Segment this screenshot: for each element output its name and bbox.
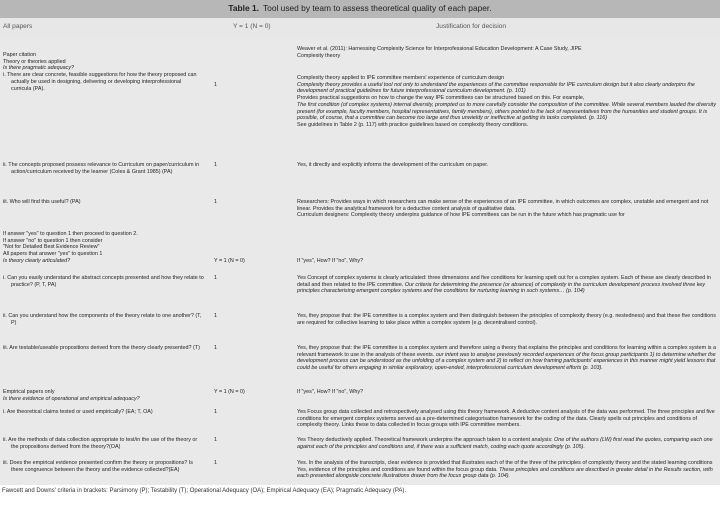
s2-q3-score: 1 (214, 345, 217, 351)
s1-left (3, 52, 198, 92)
s2-score-head: Y = 1 (N = 0) (214, 258, 245, 264)
s3-q1-score: 1 (214, 409, 217, 415)
s1-q1-just-3: Provides practical suggestions on how to change the way IPE committees can be structured based on this. For example, (297, 95, 585, 102)
table-body (0, 37, 720, 485)
s2-question: Is theory clearly articulated? (3, 257, 71, 264)
s3-question: Is there evidence of operational and empirical adequacy? (3, 395, 140, 402)
s2-q1-just (297, 275, 717, 295)
header-score: Y = 1 (N = 0) (233, 23, 271, 30)
theory-applied-label: Theory or theories applied (3, 58, 66, 65)
s2-lead-2: If answer "no" to question 1 then consider (3, 237, 103, 244)
s2-q1-just-1: Yes Concept of complex systems is clearly articulated: three dimensions and five conditions for learning spelt out for a complex system. Each of these are clearly described in detail and then related to the IPE committee. (297, 275, 711, 288)
s1-q3-score: 1 (214, 199, 217, 205)
s2-q1-just-2: Our criteria for determining the presence (or absence) of complexity in the curriculum development process involved three key principles characterising emergent complex systems and five conditions for nurturing learning in such systems… (p. 104) (297, 281, 706, 295)
s3-q1-just: Yes Focus group data collected and retrospectively analysed using this theory framework. A deductive content analysis of the data was performed. The three principles and five conditions for emergent complex systems served as a pre-determined categorisation framework for the coding of the data. Clearly spells out principles and conditions of complexity theory. Links these to data collected in focus groups with IPE committee members. (297, 409, 715, 429)
s1-q1: i. There are clear concrete, feasible suggestions for how the theory proposed can actually be used in designing, delivering or developing interprofessional curricula (PA). (3, 72, 197, 92)
s1-q2: ii. The concepts proposed possess relevance to Curriculum on paper/curriculum in action/curriculum received by the learner (Coles & Grant 1985) (PA) (3, 162, 200, 175)
s2-left (3, 231, 198, 265)
caption-title: Tool used by team to assess theoretical quality of each paper. (262, 3, 492, 13)
s2-q3-just-2: our intent was to analyse previously recorded experiences of the focus group participants 1) to determine whether the development process can be understood as the unfolding of a complex system and 2) to reflect on how framing participants' experiences in this manner might yield lessons that could be useful for others engaging in similar exploratory, open-ended, interprofessional curriculum development efforts (p. 103). (297, 351, 716, 372)
s2-just-head: If "yes", How? If "no", Why? (297, 258, 364, 264)
s1-q1-just (297, 75, 717, 129)
header-all-papers: All papers (3, 23, 33, 30)
s1-q3-just-1: Researchers: Provides ways in which researchers can make sense of the experiences of an IPE committee, in which outcomes are complex, unstable and emergent and not linear. Provides the analytical framework for a deductive content analysis of qualitative data. (297, 199, 709, 212)
s1-q1-just-4: The first condition (of complex systems) internal diversity, prompted us to more carefully consider the composition of the committee. While several members lauded the diversity present (for example, faculty members, hospital representatives, family members), others pointed to the lack of representatives from the humanities and student groups. It is possible, of course, that a committee can become too large and thus unwieldy or ineffective at getting its tasks completed. (p. 116) (297, 101, 717, 122)
s3-q3-just-2: These principles and conditions are described in greater detail in the Results section, with each presented alongside concrete illustrations drawn from the focus group data (p. 104). (297, 466, 713, 480)
s1-q3-just (297, 199, 717, 219)
s1-q1-just-5: See guidelines in Table 2 (p. 117) with practice guidelines based on complexity theory conditions. (297, 121, 529, 128)
s1-q1-just-1: Complexity theory applied to IPE committee members' experience of curriculum design (297, 75, 505, 81)
theory-text: Complexity theory (297, 52, 341, 59)
s2-q3: iii. Are testable/useable propositions derived from the theory clearly presented? (T) (3, 345, 200, 351)
s2-q1-score: 1 (214, 275, 217, 281)
s3-q3-just (297, 460, 717, 480)
s2-q1: i. Can you easily understand the abstract concepts presented and how they relate to practice? (P, T, PA) (3, 275, 204, 288)
s1-q1-score: 1 (214, 82, 217, 88)
s2-label: All papers that answer "yes" to question 1 (3, 251, 103, 258)
table-caption (0, 0, 720, 18)
s1-q3-just-2: Curriculum designers: Complexity theory underpins guidance of how IPE committees can be run in the future which has pragmatic use for (297, 212, 625, 219)
s1-q3: iii. Who will find this useful? (PA) (3, 199, 81, 205)
s3-left (3, 389, 198, 402)
s2-q3-just-1: Yes, they propose that: the IPE committee is a complex system and therefore using a theory that explains the principles and conditions for learning within a complex system is a relevant framework to use in the analysis of these events. (297, 345, 716, 358)
s3-q2-just-1: Yes Theory deductively applied. Theoretical framework underpins the approach taken to a content analysis: (297, 437, 553, 443)
s1-citation (297, 46, 717, 59)
pragmatic-question: Is there pragmatic adequacy? (3, 65, 75, 72)
caption-label: Table 1. (228, 3, 259, 13)
s3-q2-just-2: One of the authors (LW) first read the quotes, comparing each one against each of the principles and conditions and, if there was a sufficient match, coding each quote accordingly (p. 105). (297, 437, 713, 450)
s2-q3-just (297, 345, 717, 372)
s3-just-head: If "yes", How? If "no", Why? (297, 389, 364, 395)
s3-q3-score: 1 (214, 460, 217, 466)
s3-q3-just-1: Yes. In the analysis of the transcripts, clear evidence is provided that illustrates each of the of the three of the principles of complexity theory and the stated learning conditions Yes, evidence of the principles and conditions are found within the focus group data. (297, 460, 713, 473)
s1-q2-just: Yes, it directly and explicitly informs the development of the curriculum on paper. (297, 162, 489, 168)
s2-lead-3: "Not for Detailed Best Evidence Review" (3, 244, 100, 251)
s3-q3: iii. Does the empirical evidence presented confirm the theory or propositions? Is there congruence between the theory and the evidence collected?(EA) (3, 460, 193, 473)
citation-text: Weaver et al. (2011): Harnessing Complexity Science for Interprofessional Education Development: A Case Study, JIPE (297, 46, 582, 52)
s3-q2-just (297, 437, 717, 450)
s3-label: Empirical papers only (3, 389, 55, 395)
s3-q1: i. Are theoretical claims tested or used empirically? (EA; T, OA) (3, 409, 153, 415)
header-justification: Justification for decision (436, 23, 507, 30)
s3-score-head: Y = 1 (N = 0) (214, 389, 245, 395)
s3-q2-score: 1 (214, 437, 217, 443)
s2-lead-1: If answer "yes" to question 1 then proceed to question 2. (3, 231, 138, 237)
table-header (0, 18, 720, 37)
s1-q2-score: 1 (214, 162, 217, 168)
s2-q2-just: Yes, they propose that: the IPE committee is a complex system and then distinguish between the principles of complexity theory (e.g. nestedness) and that these five conditions are required for collective learning to take place within a complex system (e.g. decentralised control). (297, 313, 717, 326)
s2-q2-score: 1 (214, 313, 217, 319)
s1-q1-just-2: Complexity theory provides a useful tool not only to understand the experiences of the committee responsible for IPE curriculum design but it also clearly underpins the development of practical guidelines for future interprofessional curriculum development. (p. 101) (297, 81, 695, 95)
paper-citation-label: Paper citation (3, 52, 36, 58)
s2-q2: ii. Can you understand how the components of the theory relate to one another? (T, P) (3, 313, 202, 326)
table-footnote: Fawcett and Downs' criteria in brackets: Parsimony (P); Testability (T); Operational Adequacy (OA); Empirical Adequacy (EA); Pragmatic Adequacy (PA). (2, 488, 407, 494)
s3-q2: ii. Are the methods of data collection appropriate to test/in the use of the theory or the propositions derived from the theory?(OA) (3, 437, 198, 450)
